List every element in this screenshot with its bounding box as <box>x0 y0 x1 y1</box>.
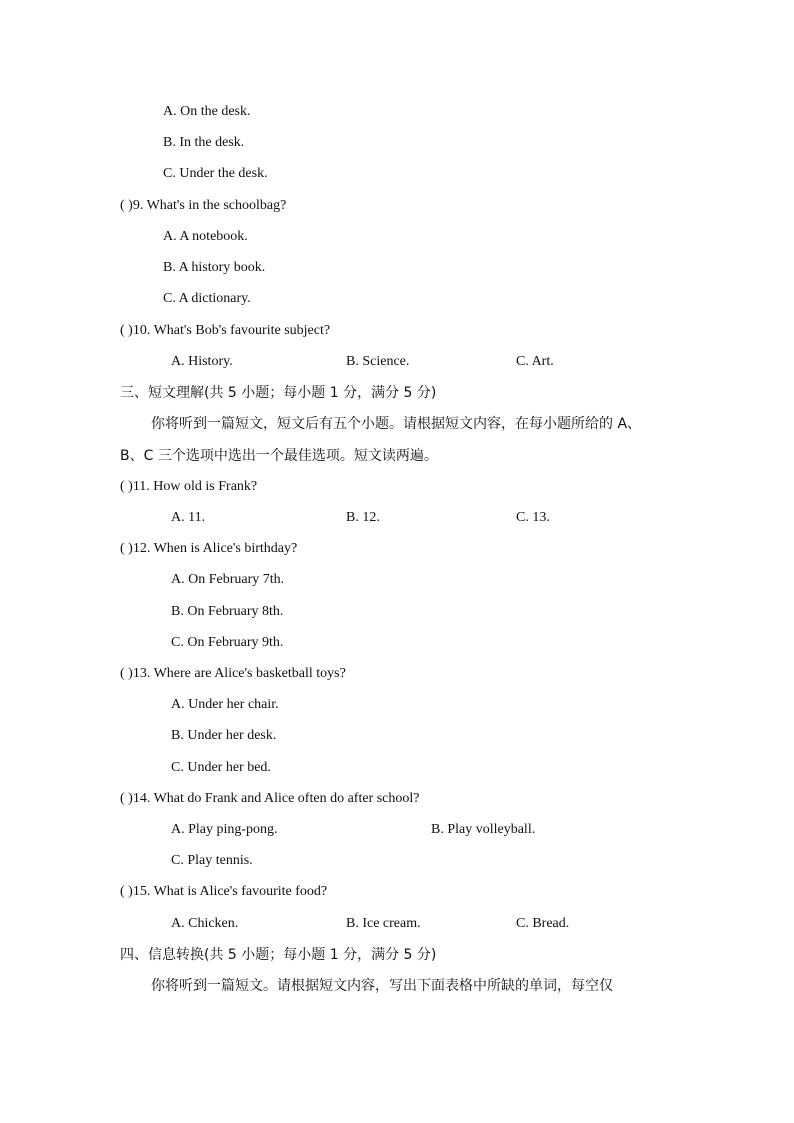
q10-option-c: C. Art. <box>516 354 554 369</box>
q11-option-a: A. 11. <box>171 510 206 525</box>
q12-question: ( )12. When is Alice's birthday? <box>120 541 298 556</box>
q8-option-c: C. Under the desk. <box>163 166 268 181</box>
q9-option-c: C. A dictionary. <box>163 291 251 306</box>
q11-question: ( )11. How old is Frank? <box>120 479 258 494</box>
q15-option-c: C. Bread. <box>516 916 570 931</box>
q11-option-b: B. 12. <box>346 510 380 525</box>
q9-option-a: A. A notebook. <box>163 229 248 244</box>
q10-option-b: B. Science. <box>346 354 410 369</box>
q12-option-c: C. On February 9th. <box>171 635 284 650</box>
q8-option-b: B. In the desk. <box>163 135 245 150</box>
q12-option-a: A. On February 7th. <box>171 572 285 587</box>
q14-option-a: A. Play ping-pong. <box>171 822 278 837</box>
q11-option-c: C. 13. <box>516 510 550 525</box>
q15-question: ( )15. What is Alice's favourite food? <box>120 884 328 899</box>
q13-option-a: A. Under her chair. <box>171 697 279 712</box>
q10-option-a: A. History. <box>171 354 233 369</box>
section-3-instruction-line-1: 你将听到一篇短文，短文后有五个小题。请根据短文内容，在每小题所给的 A、 <box>151 416 642 432</box>
q9-question: ( )9. What's in the schoolbag? <box>120 198 287 213</box>
q10-question: ( )10. What's Bob's favourite subject? <box>120 323 331 338</box>
section-4-title: 四、信息转换(共 5 小题；每小题 1 分，满分 5 分) <box>120 947 437 963</box>
q14-option-b: B. Play volleyball. <box>431 822 536 837</box>
q15-option-a: A. Chicken. <box>171 916 239 931</box>
q14-option-c: C. Play tennis. <box>171 853 253 868</box>
q9-option-b: B. A history book. <box>163 260 266 275</box>
q13-option-c: C. Under her bed. <box>171 760 271 775</box>
section-3-title: 三、短文理解(共 5 小题；每小题 1 分，满分 5 分) <box>120 385 437 401</box>
q12-option-b: B. On February 8th. <box>171 604 284 619</box>
section-3-instruction-line-2: B、C 三个选项中选出一个最佳选项。短文读两遍。 <box>120 448 438 464</box>
q15-option-b: B. Ice cream. <box>346 916 421 931</box>
section-4-instruction-line-1: 你将听到一篇短文。请根据短文内容，写出下面表格中所缺的单词，每空仅 <box>151 978 613 994</box>
q14-question: ( )14. What do Frank and Alice often do after school? <box>120 791 420 806</box>
q13-question: ( )13. Where are Alice's basketball toys? <box>120 666 346 681</box>
q13-option-b: B. Under her desk. <box>171 728 277 743</box>
q8-option-a: A. On the desk. <box>163 104 251 119</box>
